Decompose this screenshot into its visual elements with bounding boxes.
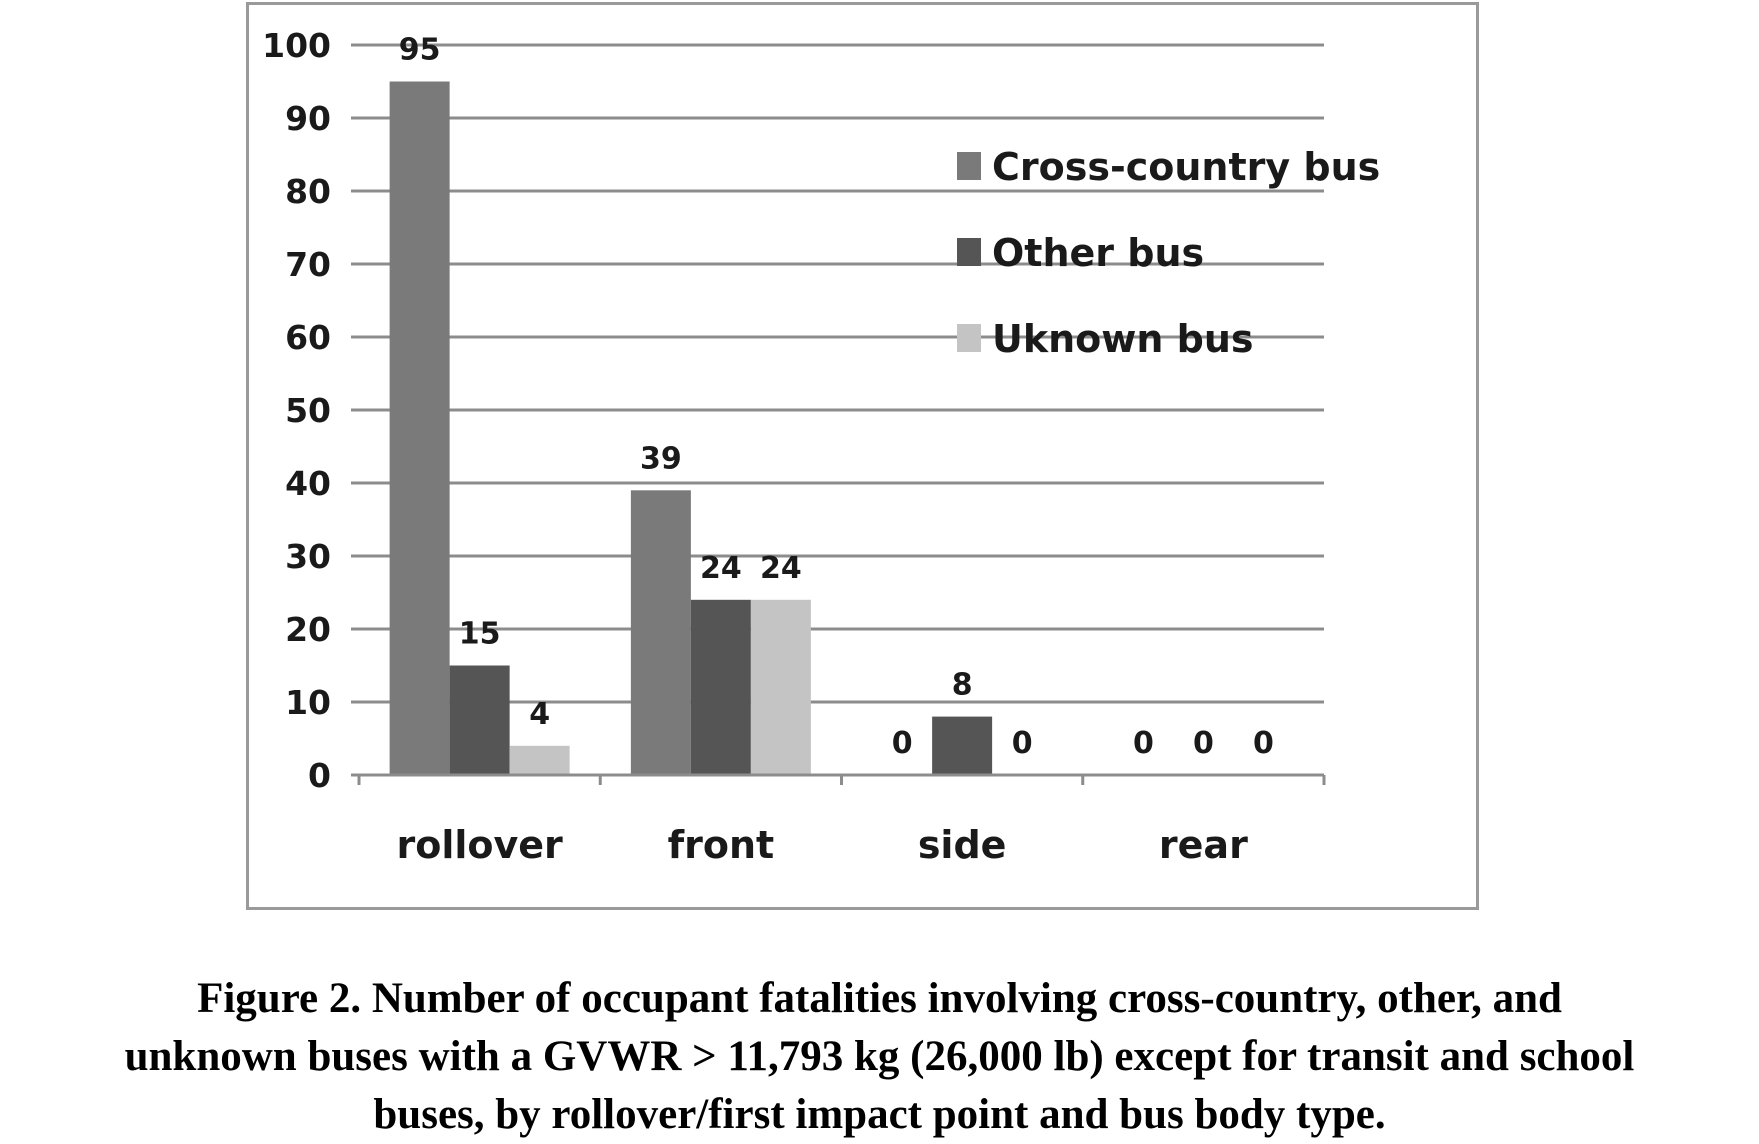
- legend-swatch: [957, 238, 981, 266]
- data-labels: [399, 33, 1274, 762]
- y-tick-label: 30: [285, 537, 331, 576]
- data-label: 8: [951, 667, 973, 703]
- y-tick-label: 100: [262, 26, 331, 65]
- bars: [390, 82, 993, 776]
- y-tick-label: 60: [285, 318, 331, 357]
- data-label: 24: [760, 550, 802, 586]
- x-category-label: rear: [1158, 823, 1248, 867]
- bar-cross-country-bus-rollover: [390, 82, 450, 776]
- bar-chart: [249, 5, 1476, 907]
- data-label: 15: [458, 616, 501, 652]
- data-label: 0: [1011, 726, 1033, 761]
- bar-uknown-bus-front: [751, 600, 811, 775]
- data-label: 0: [1192, 726, 1214, 761]
- x-category-label: side: [917, 823, 1007, 867]
- legend-entry: Uknown bus: [992, 317, 1254, 361]
- data-label: 95: [398, 32, 441, 68]
- x-axis: [359, 775, 1324, 785]
- y-tick-label: 0: [308, 756, 331, 795]
- legend-entry: Cross-country bus: [992, 145, 1381, 189]
- y-tick-label: 40: [285, 464, 331, 503]
- legend-entry: Other bus: [992, 231, 1205, 275]
- data-label: 24: [700, 550, 742, 586]
- bar-other-bus-rollover: [450, 666, 510, 776]
- bar-other-bus-front: [691, 600, 751, 775]
- legend: [957, 145, 1380, 361]
- legend-swatch: [957, 152, 981, 180]
- data-label: 0: [891, 726, 913, 761]
- bar-other-bus-side: [932, 717, 992, 775]
- chart-frame: [246, 2, 1479, 910]
- x-axis-categories: [396, 823, 1248, 867]
- y-tick-label: 80: [285, 172, 331, 211]
- caption-line-2: unknown buses with a GVWR > 11,793 kg (26,000 lb) except for transit and school: [124, 1033, 1635, 1080]
- y-axis-ticks: [262, 26, 359, 795]
- y-tick-label: 90: [285, 99, 331, 138]
- y-tick-label: 20: [285, 610, 331, 649]
- y-tick-label: 70: [285, 245, 331, 284]
- data-label: 0: [1132, 726, 1154, 761]
- data-label: 39: [640, 441, 682, 477]
- caption-line-1: Figure 2. Number of occupant fatalities involving cross-country, other, and: [197, 975, 1562, 1022]
- y-tick-label: 50: [285, 391, 331, 430]
- gridlines: [359, 45, 1324, 702]
- data-label: 0: [1252, 726, 1274, 761]
- bar-cross-country-bus-front: [631, 490, 691, 775]
- figure-caption: [0, 970, 1759, 1144]
- x-category-label: rollover: [396, 823, 563, 867]
- legend-swatch: [957, 324, 981, 352]
- x-category-label: front: [667, 823, 775, 867]
- bar-uknown-bus-rollover: [510, 746, 570, 775]
- y-tick-label: 10: [285, 683, 331, 722]
- caption-line-3: buses, by rollover/first impact point and bus body type.: [373, 1091, 1386, 1138]
- data-label: 4: [529, 696, 551, 732]
